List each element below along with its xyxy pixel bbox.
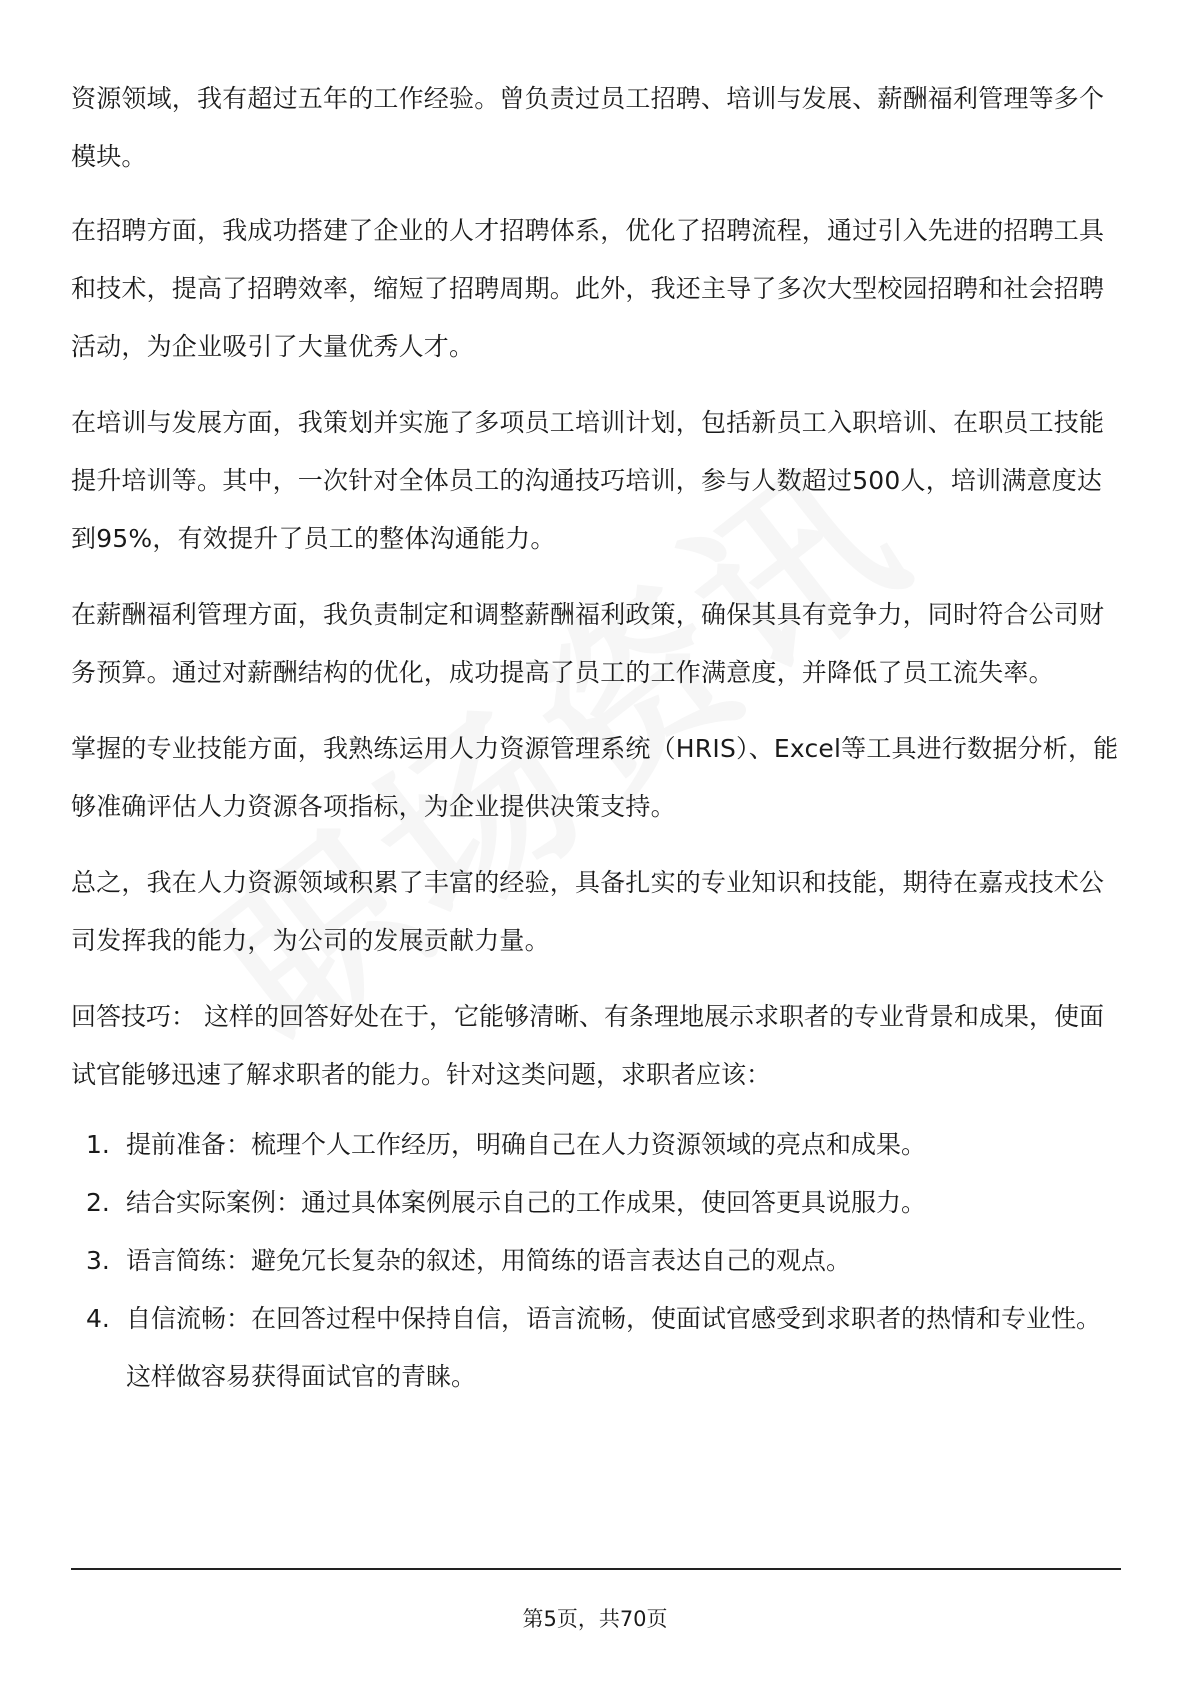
list-item-text: 结合实际案例：通过具体案例展示自己的工作成果，使回答更具说服力。: [126, 1188, 927, 1217]
list-item: [71, 1232, 1121, 1290]
list-number: 1.: [86, 1130, 110, 1159]
paragraph-compensation: 在薪酬福利管理方面，我负责制定和调整薪酬福利政策，确保其具有竞争力，同时符合公司财务预算。通过对薪酬结构的优化，成功提高了员工的工作满意度，并降低了员工流失率。: [71, 600, 1105, 687]
list-item: [71, 1116, 1121, 1174]
tips-list: [71, 1116, 1121, 1406]
list-item-text: 提前准备：梳理个人工作经历，明确自己在人力资源领域的亮点和成果。: [126, 1130, 927, 1159]
footer-divider: [71, 1568, 1121, 1570]
paragraph-experience: 资源领域，我有超过五年的工作经验。曾负责过员工招聘、培训与发展、薪酬福利管理等多个模块。: [71, 84, 1105, 171]
paragraph-skills: 掌握的专业技能方面，我熟练运用人力资源管理系统（HRIS）、Excel等工具进行数据分析，能够准确评估人力资源各项指标，为企业提供决策支持。: [71, 734, 1119, 821]
list-number: 3.: [86, 1246, 110, 1275]
list-item-text: 自信流畅：在回答过程中保持自信，语言流畅，使面试官感受到求职者的热情和专业性。这样做容易获得面试官的青睐。: [126, 1304, 1102, 1391]
list-item-text: 语言简练：避免冗长复杂的叙述，用简练的语言表达自己的观点。: [126, 1246, 852, 1275]
list-number: 2.: [86, 1188, 110, 1217]
document-body: [71, 70, 1121, 1406]
paragraph-recruitment: 在招聘方面，我成功搭建了企业的人才招聘体系，优化了招聘流程，通过引入先进的招聘工具和技术，提高了招聘效率，缩短了招聘周期。此外，我还主导了多次大型校园招聘和社会招聘活动，为企业吸引了大量优秀人才。: [71, 216, 1105, 361]
answer-tips-intro: 回答技巧： 这样的回答好处在于，它能够清晰、有条理地展示求职者的专业背景和成果，使面试官能够迅速了解求职者的能力。针对这类问题，求职者应该：: [71, 1002, 1104, 1089]
page-number: 第5页，共70页: [522, 1607, 668, 1631]
paragraph-training: 在培训与发展方面，我策划并实施了多项员工培训计划，包括新员工入职培训、在职员工技能提升培训等。其中，一次针对全体员工的沟通技巧培训，参与人数超过500人，培训满意度达到95%，有效提升了员工的整体沟通能力。: [71, 408, 1105, 553]
list-number: 4.: [86, 1304, 110, 1333]
paragraph-summary: 总之，我在人力资源领域积累了丰富的经验，具备扎实的专业知识和技能，期待在嘉戎技术公司发挥我的能力，为公司的发展贡献力量。: [71, 868, 1105, 955]
list-item: [71, 1174, 1121, 1232]
list-item: [71, 1290, 1121, 1406]
